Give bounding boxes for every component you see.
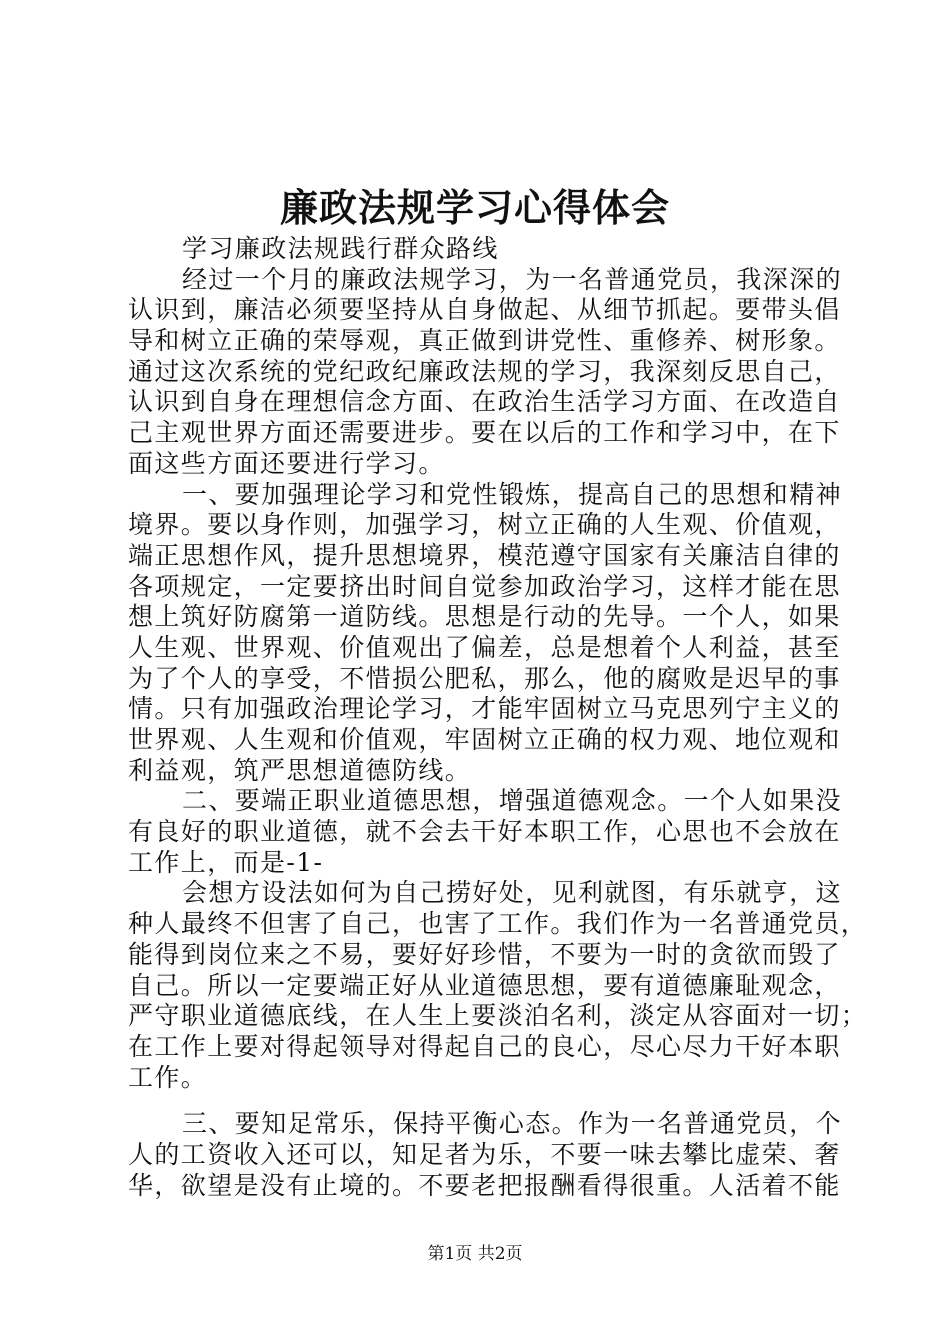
document-title: 廉政法规学习心得体会 — [279, 185, 670, 230]
paragraph-line: 情。只有加强政治理论学习，才能牢固树立马克思列宁主义的 — [128, 694, 841, 724]
paragraph-line: 为了个人的享受，不惜损公肥私，那么，他的腐败是迟早的事 — [128, 663, 841, 693]
paragraph-line: 境界。要以身作则，加强学习，树立正确的人生观、价值观， — [128, 510, 841, 540]
paragraph-line: 世界观、人生观和价值观，牢固树立正确的权力观、地位观和 — [128, 725, 841, 754]
paragraph-line: 会想方设法如何为自己捞好处，见利就图，有乐就亨，这 — [182, 878, 843, 908]
paragraph-line: 在工作上要对得起领导对得起自己的良心，尽心尽力干好本职 — [128, 1031, 841, 1061]
paragraph-line: 工作。 — [128, 1062, 208, 1092]
page-number-footer: 第1页 共2页 — [427, 1244, 523, 1264]
paragraph-line: 各项规定，一定要挤出时间自觉参加政治学习，这样才能在思 — [128, 571, 841, 601]
paragraph-line: 认识到自身在理想信念方面、在政治生活学习方面、在改造自 — [128, 387, 841, 417]
paragraph-line: 端正思想作风，提升思想境界，模范遵守国家有关廉洁自律的 — [128, 540, 841, 570]
paragraph-line: 能得到岗位来之不易，要好好珍惜，不要为一时的贪欲而毁了 — [128, 939, 841, 969]
paragraph-line: 人生观、世界观、价值观出了偏差，总是想着个人利益，甚至 — [128, 632, 841, 662]
paragraph-line: 面这些方面还要进行学习。 — [128, 448, 445, 478]
paragraph-line: 严守职业道德底线，在人生上要淡泊名利，淡定从容面对一切； — [128, 1001, 868, 1031]
paragraph-line: 三、要知足常乐，保持平衡心态。作为一名普通党员，个 — [182, 1109, 843, 1139]
paragraph-line: 想上筑好防腐第一道防线。思想是行动的先导。一个人，如果 — [128, 602, 841, 632]
paragraph-line: 认识到，廉洁必须要坚持从自身做起、从细节抓起。要带头倡 — [128, 295, 841, 325]
paragraph-line: 华，欲望是没有止境的。不要老把报酬看得很重。人活着不能 — [128, 1170, 841, 1200]
paragraph-line: 经过一个月的廉政法规学习，为一名普通党员，我深深的 — [182, 264, 843, 294]
paragraph-line: 通过这次系统的党纪政纪廉政法规的学习，我深刻反思自己， — [128, 356, 841, 386]
paragraph-line: 导和树立正确的荣辱观，真正做到讲党性、重修养、树形象。 — [128, 326, 841, 356]
paragraph-line: 利益观，筑严思想道德防线。 — [128, 755, 472, 785]
paragraph-line: 种人最终不但害了自己，也害了工作。我们作为一名普通党员， — [128, 909, 868, 939]
paragraph-line: 己主观世界方面还需要进步。要在以后的工作和学习中，在下 — [128, 418, 841, 448]
paragraph-line: 有良好的职业道德，就不会去干好本职工作，心思也不会放在 — [128, 817, 841, 847]
paragraph-line: 二、要端正职业道德思想，增强道德观念。一个人如果没 — [182, 786, 843, 816]
paragraph-line: 自己。所以一定要端正好从业道德思想，要有道德廉耻观念， — [128, 970, 841, 1000]
paragraph-line: 工作上，而是-1- — [128, 847, 324, 877]
document-body — [128, 234, 868, 1201]
subtitle-line: 学习廉政法规践行群众路线 — [182, 234, 499, 263]
paragraph-line: 一、要加强理论学习和党性锻炼，提高自己的思想和精神 — [182, 479, 843, 509]
paragraph-line: 人的工资收入还可以，知足者为乐，不要一味去攀比虚荣、奢 — [128, 1139, 841, 1169]
paragraph-spacer — [128, 1093, 830, 1109]
